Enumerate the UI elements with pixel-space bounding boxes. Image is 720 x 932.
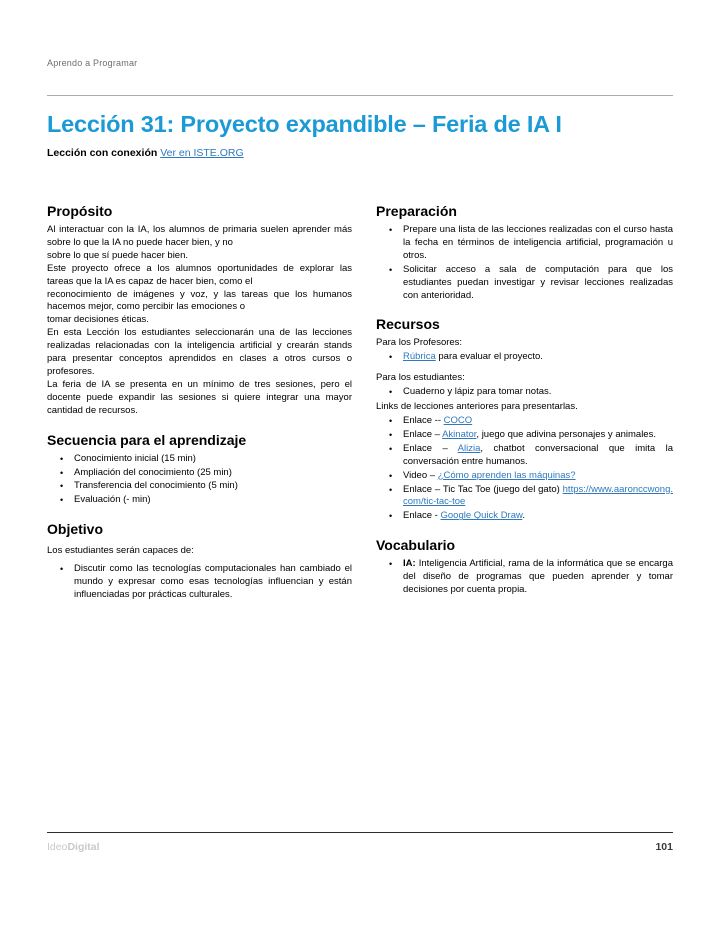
objetivo-item: Discutir como las tecnologías computacionales han cambiado el mundo y expresar como esas tecnologías influencian y están influenciadas por prácticas culturales. bbox=[74, 563, 352, 600]
link-suffix: , juego que adivina personajes y animales. bbox=[476, 428, 656, 440]
resource-link-item bbox=[403, 415, 673, 428]
footer-brand-regular: Ideo bbox=[47, 841, 68, 853]
list-item bbox=[376, 351, 673, 364]
list-item bbox=[376, 415, 673, 428]
header-brand: Aprendo a Programar bbox=[47, 58, 138, 68]
list-item bbox=[47, 494, 352, 507]
secuencia-item: Transferencia del conocimiento (5 min) bbox=[74, 480, 238, 492]
list-item bbox=[376, 429, 673, 442]
secuencia-heading: Secuencia para el aprendizaje bbox=[47, 431, 247, 448]
list-item bbox=[376, 558, 673, 597]
vocabulario-heading: Vocabulario bbox=[376, 537, 456, 554]
secuencia-item: Evaluación (- min) bbox=[74, 494, 151, 506]
proposito-paragraph: Al interactuar con la IA, los alumnos de primaria suelen aprender más sobre lo que la IA no puede hacer bien, y no bbox=[47, 224, 352, 248]
proposito-paragraph: tomar decisiones éticas. bbox=[47, 314, 149, 326]
subtitle-label: Lección con conexión bbox=[47, 147, 161, 159]
bullet-icon: • bbox=[60, 481, 64, 492]
secuencia-item: Ampliación del conocimiento (25 min) bbox=[74, 466, 232, 478]
bullet-icon: • bbox=[60, 453, 64, 464]
coco-link[interactable]: COCO bbox=[443, 414, 473, 426]
bullet-icon: • bbox=[389, 443, 393, 454]
akinator-link[interactable]: Akinator bbox=[442, 428, 477, 440]
link-suffix: . bbox=[522, 510, 525, 522]
objetivo-heading: Objetivo bbox=[47, 521, 104, 538]
list-item bbox=[376, 224, 673, 263]
rubrica-item bbox=[403, 351, 673, 364]
list-item bbox=[47, 563, 352, 602]
tictactoe-link[interactable]: https://www.aaronccwong.com/tic-tac-toe bbox=[403, 483, 673, 508]
bullet-icon: • bbox=[389, 559, 393, 570]
list-item bbox=[376, 510, 673, 523]
iste-link[interactable]: Ver en ISTE.ORG bbox=[160, 147, 244, 159]
link-prefix: Enlace – Tic Tac Toe (juego del gato) bbox=[403, 483, 563, 495]
preparacion-item: Solicitar acceso a sala de computación para que los estudiantes puedan investigar y revisar lecciones realizadas con anterioridad. bbox=[403, 263, 673, 301]
link-prefix: Video – bbox=[403, 469, 438, 481]
recursos-estudiantes-label: Para los estudiantes: bbox=[376, 372, 465, 384]
bullet-icon: • bbox=[389, 225, 393, 235]
resource-link-item bbox=[403, 443, 673, 469]
proposito-paragraph: sobre lo que sí puede hacer bien. bbox=[47, 249, 189, 261]
bullet-icon: • bbox=[389, 352, 393, 363]
list-item bbox=[47, 467, 352, 480]
alizia-link[interactable]: Alizia bbox=[457, 442, 481, 454]
proposito-paragraph: En esta Lección los estudiantes seleccionarán una de las lecciones realizadas relacionadas con la inteligencia artificial y crearán stands para presentar conceptos aprendidos en clases a otros cursos o profesores. bbox=[47, 327, 352, 377]
bullet-icon: • bbox=[389, 264, 393, 275]
rubrica-suffix: para evaluar el proyecto. bbox=[435, 351, 543, 363]
footer bbox=[47, 841, 673, 853]
right-column bbox=[376, 203, 673, 602]
link-prefix: Enlace -- bbox=[403, 414, 444, 426]
proposito-paragraph: Este proyecto ofrece a los alumnos oportunidades de explorar las tareas que la IA es capaz de hacer bien, como el bbox=[47, 262, 352, 287]
resource-link-item bbox=[403, 470, 673, 483]
footer-divider bbox=[47, 832, 673, 833]
recursos-profesores-label: Para los Profesores: bbox=[376, 337, 463, 349]
bullet-icon: • bbox=[389, 387, 393, 398]
link-prefix: Enlace – bbox=[403, 428, 443, 440]
page-title: Lección 31: Proyecto expandible – Feria de IA I bbox=[47, 111, 562, 137]
resource-link-item bbox=[403, 510, 673, 523]
recursos-heading: Recursos bbox=[376, 316, 440, 333]
resource-link-item bbox=[403, 484, 673, 510]
resource-link-item bbox=[403, 429, 673, 442]
proposito-heading: Propósito bbox=[47, 203, 113, 219]
left-column bbox=[47, 203, 352, 602]
list-item bbox=[376, 264, 673, 303]
bullet-icon: • bbox=[389, 484, 393, 495]
preparacion-item: Prepare una lista de las lecciones realizadas con el curso hasta la fecha en términos de inteligencia artificial, programación u otros. bbox=[403, 224, 673, 261]
video-maquinas-link[interactable]: ¿Cómo aprenden las máquinas? bbox=[437, 469, 576, 481]
bullet-icon: • bbox=[60, 564, 64, 575]
proposito-paragraph: reconocimiento de imágenes y voz, y las tareas que los humanos hacemos mejor, como percibir las emociones o bbox=[47, 288, 352, 313]
bullet-icon: • bbox=[389, 470, 393, 481]
bullet-icon: • bbox=[389, 415, 393, 426]
header-divider bbox=[47, 95, 673, 96]
page-number: 101 bbox=[655, 841, 673, 853]
link-prefix: Enlace – bbox=[403, 442, 458, 454]
rubrica-link[interactable]: Rúbrica bbox=[403, 351, 436, 363]
recursos-links-label: Links de lecciones anteriores para presentarlas. bbox=[376, 401, 578, 413]
list-item bbox=[47, 480, 352, 493]
vocabulario-item bbox=[403, 558, 673, 597]
vocab-definition: Inteligencia Artificial, rama de la informática que se encarga del diseño de programas que pueden aprender y tomar decisiones por cuenta propia. bbox=[403, 558, 673, 596]
link-suffix: , chatbot conversacional que imita la conversación entre humanos. bbox=[403, 442, 673, 467]
quickdraw-link[interactable]: Google Quick Draw bbox=[440, 510, 523, 522]
bullet-icon: • bbox=[389, 511, 393, 522]
list-item bbox=[47, 453, 352, 466]
secuencia-item: Conocimiento inicial (15 min) bbox=[74, 452, 196, 464]
link-prefix: Enlace - bbox=[403, 510, 441, 522]
list-item bbox=[376, 484, 673, 510]
preparacion-heading: Preparación bbox=[376, 203, 457, 219]
footer-brand-bold: Digital bbox=[67, 841, 100, 853]
bullet-icon: • bbox=[60, 495, 64, 506]
two-column-body bbox=[47, 203, 673, 602]
objetivo-intro: Los estudiantes serán capaces de: bbox=[47, 545, 194, 557]
list-item bbox=[376, 386, 673, 399]
subtitle bbox=[47, 147, 673, 159]
proposito-paragraph: La feria de IA se presenta en un mínimo de tres sesiones, pero el docente puede expandir las sesiones si quiere integrar una mayor cantidad de recursos. bbox=[47, 378, 352, 416]
vocab-term: IA: bbox=[403, 558, 416, 570]
cuaderno-item: Cuaderno y lápiz para tomar notas. bbox=[403, 386, 552, 398]
list-item bbox=[376, 470, 673, 483]
bullet-icon: • bbox=[389, 429, 393, 440]
bullet-icon: • bbox=[60, 467, 64, 478]
list-item bbox=[376, 443, 673, 469]
footer-brand-logo bbox=[47, 841, 100, 853]
